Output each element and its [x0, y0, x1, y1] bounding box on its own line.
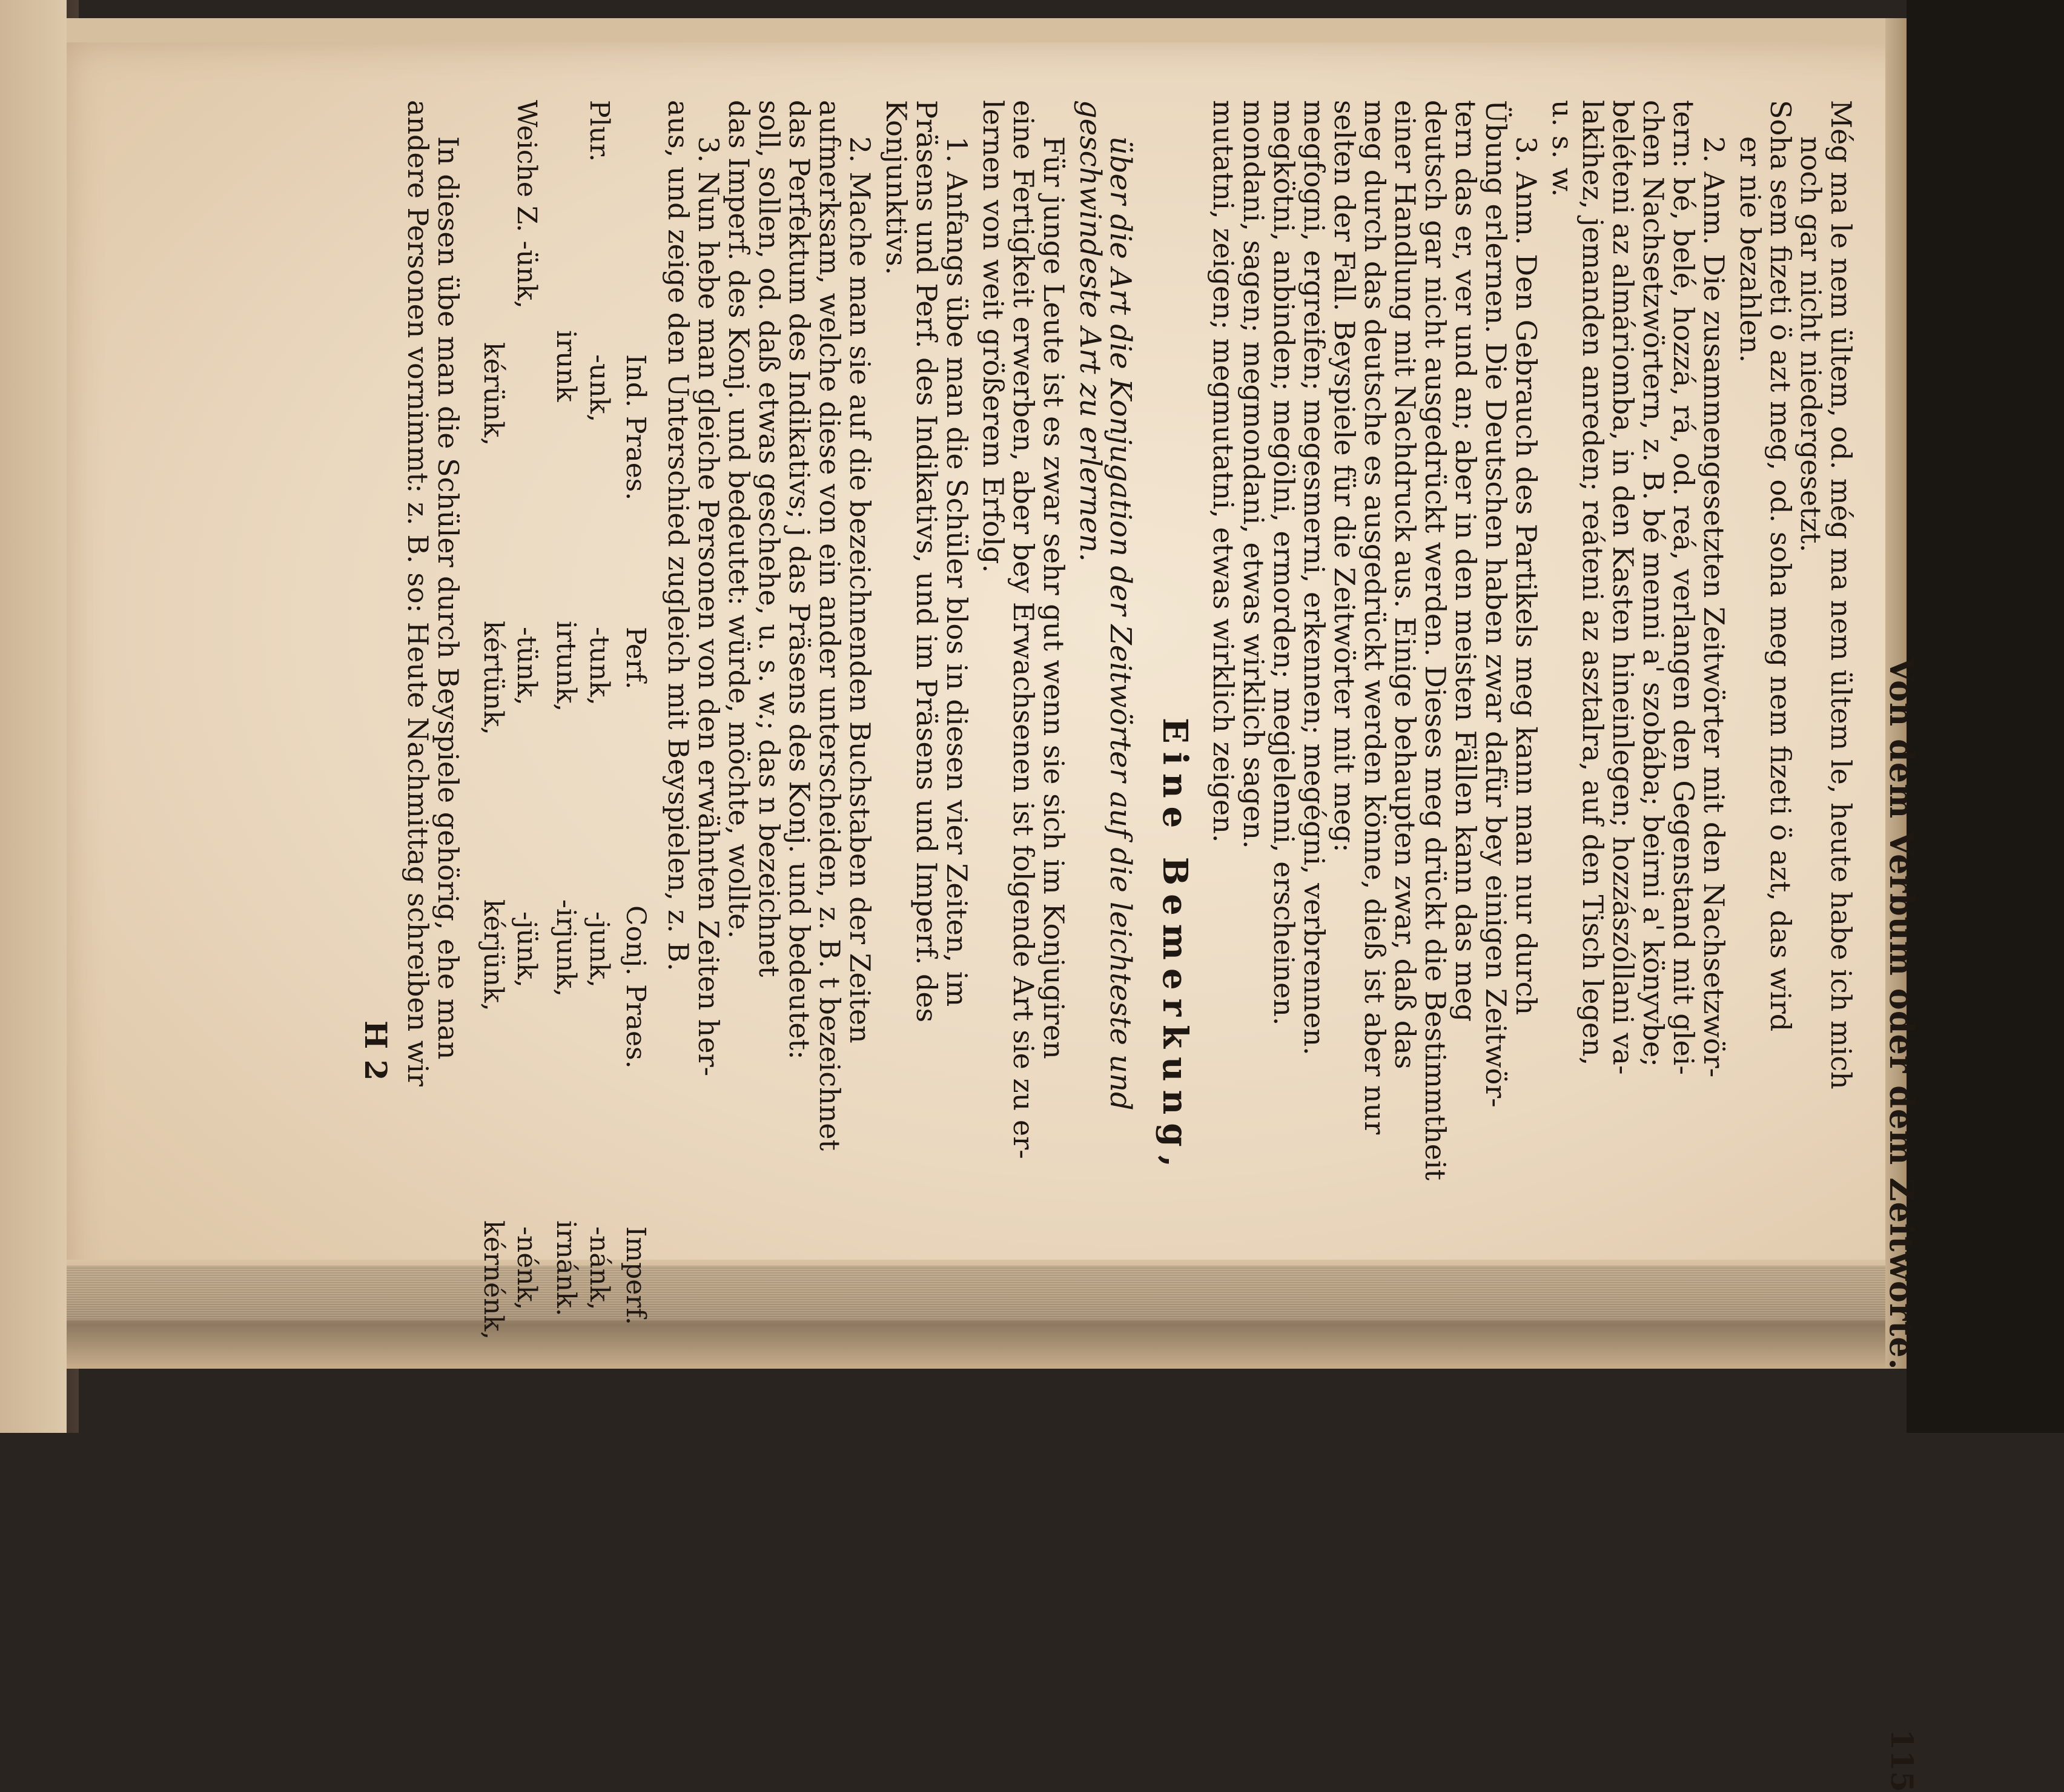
- text-line: Még ma le nem ültem, od. még ma nem ültem le, heute habe ich mich: [1825, 100, 1857, 1089]
- text-line: tern das er, ver und an; aber in den meisten Fällen kann das meg: [1449, 100, 1482, 1022]
- table-cell: Plur.: [584, 100, 615, 162]
- table-cell: -tunk,: [584, 627, 615, 706]
- text-line: soll, sollen, od. daß etwas geschehe, u. s. w.; das n bezeichnet: [753, 100, 786, 977]
- table-cell: -unk,: [584, 354, 615, 423]
- text-line: Soha sem fizeti ö azt meg, od. soha meg nem fizeti ö azt, das wird: [1764, 100, 1797, 1032]
- text-line: das Perfektum des Indikativs; j das Präsens des Konj. und bedeutet:: [783, 100, 816, 1060]
- table-cell: -nánk,: [584, 1226, 615, 1311]
- text-line: 3. Nun hebe man gleiche Personen von den erwähnten Zeiten her-: [692, 136, 725, 1077]
- text-line: tern: bé, belé, hozzá, rá, od. reá, verlangen den Gegenstand mit glei-: [1667, 100, 1700, 1075]
- text-line: u. s. w.: [1546, 100, 1579, 197]
- text-line: Für junge Leute ist es zwar sehr gut wenn sie sich im Konjugiren: [1037, 136, 1070, 1059]
- background-right: [1907, 0, 2064, 1433]
- text-line: In diesen übe man die Schüler durch Beyspiele gehörig, ehe man: [432, 136, 465, 1060]
- text-line: 1. Anfangs übe man die Schüler blos in diesen vier Zeiten, im: [941, 136, 973, 1007]
- table-cell: kérnénk,: [478, 1220, 509, 1340]
- text-line: eine Fertigkeit erwerben, aber bey Erwachsenen ist folgende Art sie zu er-: [1007, 100, 1040, 1159]
- table-cell: kérünk,: [478, 342, 509, 446]
- text-line: andere Personen vornimmt: z. B. so: Heute Nachmittag schreiben wir: [402, 100, 434, 1086]
- table-cell: Weiche Z. -ünk,: [511, 100, 542, 309]
- text-line: aufmerksam, welche diese von ein ander unterscheiden, z. B. t bezeichnet: [813, 100, 846, 1151]
- text-line: noch gar nicht niedergesetzt.: [1794, 136, 1827, 553]
- text-line: Präsens und Perf. des Indikativs, und im Präsens und Imperf. des: [910, 100, 943, 1023]
- text-line: megfogni, ergreifen; megesmerni, erkennen; megégni, verbrennen.: [1298, 100, 1331, 1056]
- text-line: das Imperf. des Konj. und bedeutet: würde, möchte, wollte.: [723, 100, 755, 939]
- text-line: 2. Mache man sie auf die bezeichnenden Buchstaben der Zeiten: [844, 136, 876, 1043]
- text-line: lakihez, jemanden anreden; reáteni az asztalra, auf den Tisch legen,: [1576, 100, 1609, 1066]
- table-cell: -jünk,: [511, 911, 542, 988]
- text-line: einer Handlung mit Nachdruck aus. Einige behaupten zwar, daß das: [1389, 100, 1421, 1070]
- table-header: Perf.: [620, 627, 651, 690]
- section-heading: Eine Bemerkung,: [1155, 718, 1195, 1176]
- text-line: aus, und zeige den Unterschied zugleich mit Beyspielen, z. B.: [662, 100, 695, 971]
- table-cell: -irjunk,: [551, 899, 581, 997]
- text-line: 3. Anm. Den Gebrauch des Partikels meg kann man nur durch: [1510, 136, 1543, 1016]
- text-line: lernen von weit größerem Erfolg.: [977, 100, 1010, 573]
- table-cell: irunk: [551, 330, 581, 402]
- previous-page-strip: [0, 0, 67, 1433]
- table-cell: -tünk,: [511, 627, 542, 706]
- page-number: 115: [1884, 1729, 1920, 1792]
- text-line: 2. Anm. Die zusammengesetzten Zeitwörter mit den Nachsetzwör-: [1698, 136, 1730, 1078]
- page-text: [191, 100, 1921, 1792]
- text-line: Übung erlernen. Die Deutschen haben zwar dafür bey einigen Zeitwör-: [1480, 100, 1512, 1108]
- table-header: Conj. Praes.: [620, 905, 651, 1069]
- table-header: Ind. Praes.: [620, 354, 651, 501]
- table-cell: -nénk,: [511, 1226, 542, 1311]
- table-cell: kértünk,: [478, 621, 509, 735]
- text-line: selten der Fall. Beyspiele für die Zeitwörter mit meg:: [1328, 100, 1361, 853]
- signature-mark: H 2: [358, 1020, 394, 1081]
- subheading-line: geschwindeste Art zu erlernen.: [1073, 100, 1107, 562]
- table-cell: irtunk,: [551, 621, 581, 712]
- text-line: megkötni, anbinden; megölni, ermorden; megjelenni, erscheinen.: [1268, 100, 1300, 1026]
- text-line: chen Nachsetzwörtern, z. B. bé menni a' szobába; beirni a' könyvbe;: [1637, 100, 1670, 1067]
- text-line: beléteni az almáriomba, in den Kasten hineinlegen; hozzászóllani va-: [1607, 100, 1639, 1075]
- text-line: Konjunktivs.: [880, 100, 913, 276]
- text-line: er nie bezahlen.: [1734, 136, 1767, 363]
- subheading-line: über die Art die Konjugation der Zeitwörter auf die leichteste und: [1103, 136, 1137, 1111]
- table-cell: irnánk.: [551, 1220, 581, 1317]
- table-cell: -junk,: [584, 911, 615, 988]
- table-cell: kérjünk,: [478, 899, 509, 1011]
- text-line: mondani, sagen; megmondani, etwas wirklich sagen.: [1237, 100, 1270, 849]
- text-line: deutsch gar nicht ausgedrückt werden. Dieses meg drückt die Bestimmtheit: [1419, 100, 1452, 1181]
- text-line: mutatni, zeigen; megmutatni, etwas wirklich zeigen.: [1207, 100, 1240, 843]
- running-header: Von dem Verbum oder dem Zeitworte.: [1882, 657, 1921, 1370]
- table-header: Imperf.: [620, 1226, 651, 1326]
- text-line: meg durch das deutsche es ausgedrückt werden könne, dieß ist aber nur: [1358, 100, 1391, 1135]
